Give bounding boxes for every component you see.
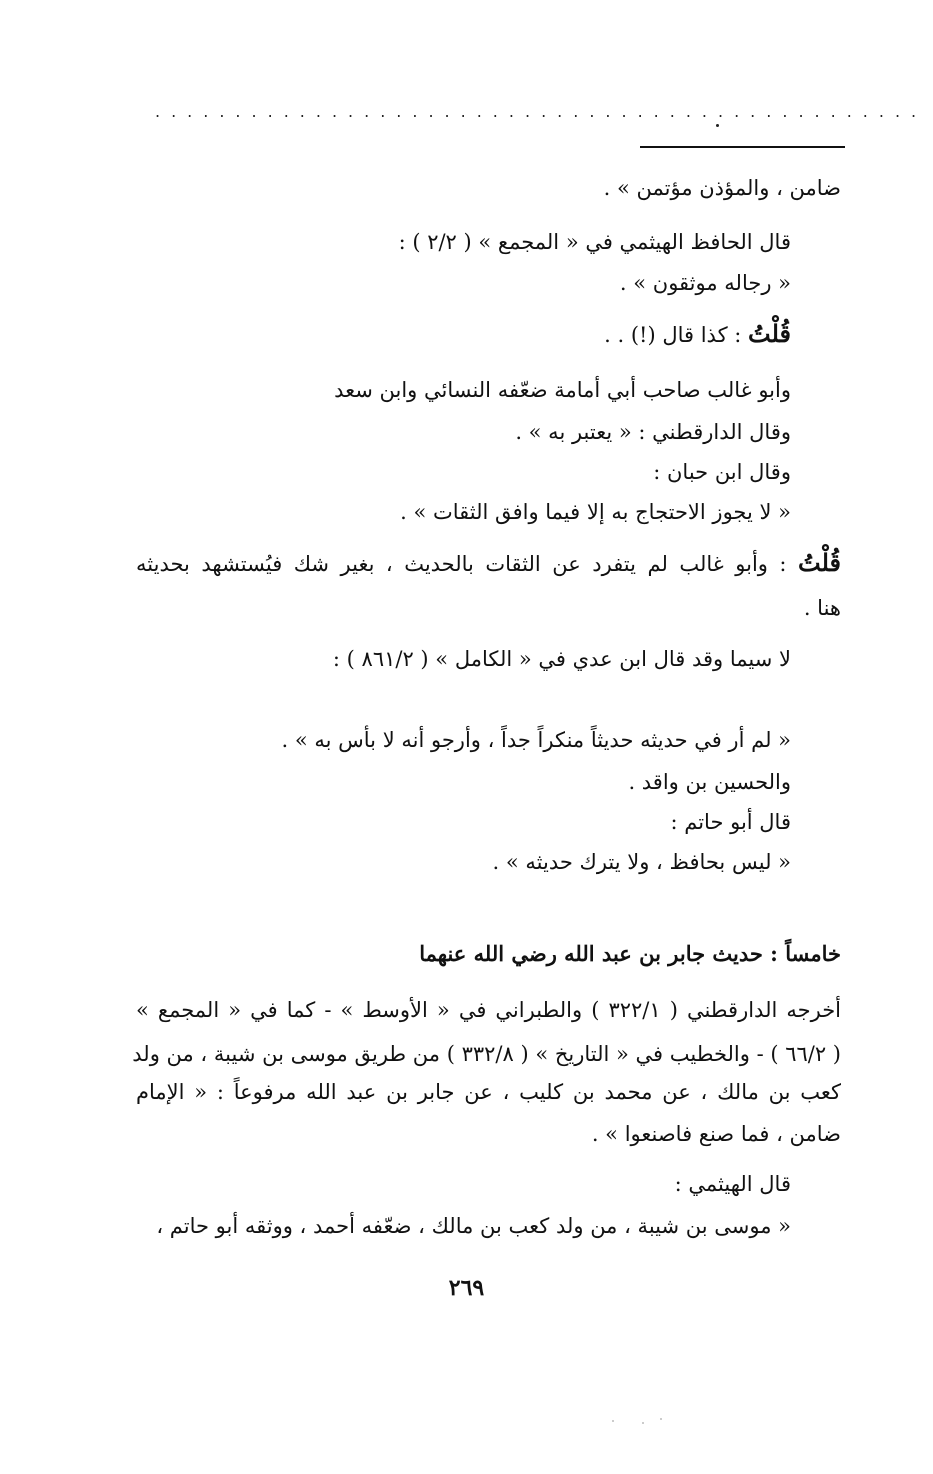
text-line-2: قال الحافظ الهيثمي في « المجمع » ( ٢/٢ ) : [398, 230, 791, 254]
scan-speck [642, 1422, 644, 1424]
text-line-10: هنا . [803, 596, 841, 620]
text-line-21: « موسى بن شيبة ، من ولد كعب بن مالك ، ضعّفه أحمد ، ووثقه أبو حاتم ، [156, 1214, 791, 1238]
text-line-12: « لم أر في حديثه حديثاً منكراً جداً ، وأرجو أنه لا بأس به » . [281, 728, 791, 752]
dotted-separator: ................................................ [155, 102, 928, 121]
text-line-15: « ليس بحافظ ، ولا يترك حديثه » . [492, 850, 791, 874]
scan-speck [660, 1418, 662, 1420]
qultu-keyword: قُلْتُ [748, 319, 791, 348]
text-line-3: « رجاله موثقون » . [619, 271, 791, 295]
text-line-20: قال الهيثمي : [674, 1172, 791, 1196]
text-line-7: وقال ابن حبان : [653, 460, 791, 484]
page-number: ٢٦٩ [448, 1275, 485, 1301]
text-line-6: وقال الدارقطني : « يعتبر به » . [515, 420, 791, 444]
text-line-8: « لا يجوز الاحتجاج به إلا فيما وافق الثقات » . [400, 500, 791, 524]
footnote-rule [640, 146, 845, 148]
text-line-19: ضامن ، فما صنع فاصنعوا » . [591, 1122, 841, 1146]
separator-dot [716, 124, 719, 127]
text-line-1: ضامن ، والمؤذن مؤتمن » . [603, 176, 841, 200]
text-line-11: لا سيما وقد قال ابن عدي في « الكامل » ( ٨٦١/٢ ) : [332, 647, 791, 671]
qultu-keyword-2: قُلْتُ [798, 548, 841, 577]
scan-speck [612, 1420, 614, 1422]
text-line-9 [136, 547, 841, 580]
text-line-4 [136, 318, 791, 351]
qultu-text-2: : وأبو غالب لم يتفرد عن الثقات بالحديث ، بغير شك فيُستشهد بحديثه [136, 552, 787, 576]
section-heading: خامساً : حديث جابر بن عبد الله رضي الله عنهما [419, 941, 841, 966]
text-line-18: كعب بن مالك ، عن محمد بن كليب ، عن جابر بن عبد الله مرفوعاً : « الإمام [136, 1080, 841, 1104]
text-line-13: والحسين بن واقد . [628, 770, 791, 794]
text-line-16: أخرجه الدارقطني ( ٣٢٢/١ ) والطبراني في « الأوسط » - كما في « المجمع » [136, 998, 842, 1022]
text-line-5: وأبو غالب صاحب أبي أمامة ضعّفه النسائي وابن سعد [334, 378, 791, 402]
text-line-14: قال أبو حاتم : [670, 810, 791, 834]
text-line-17: ( ٦٦/٢ ) - والخطيب في « التاريخ » ( ٣٣٢/٨ ) من طريق موسى بن شيبة ، من ولد [132, 1042, 841, 1066]
qultu-text: : كذا قال (!) . . [604, 323, 742, 347]
